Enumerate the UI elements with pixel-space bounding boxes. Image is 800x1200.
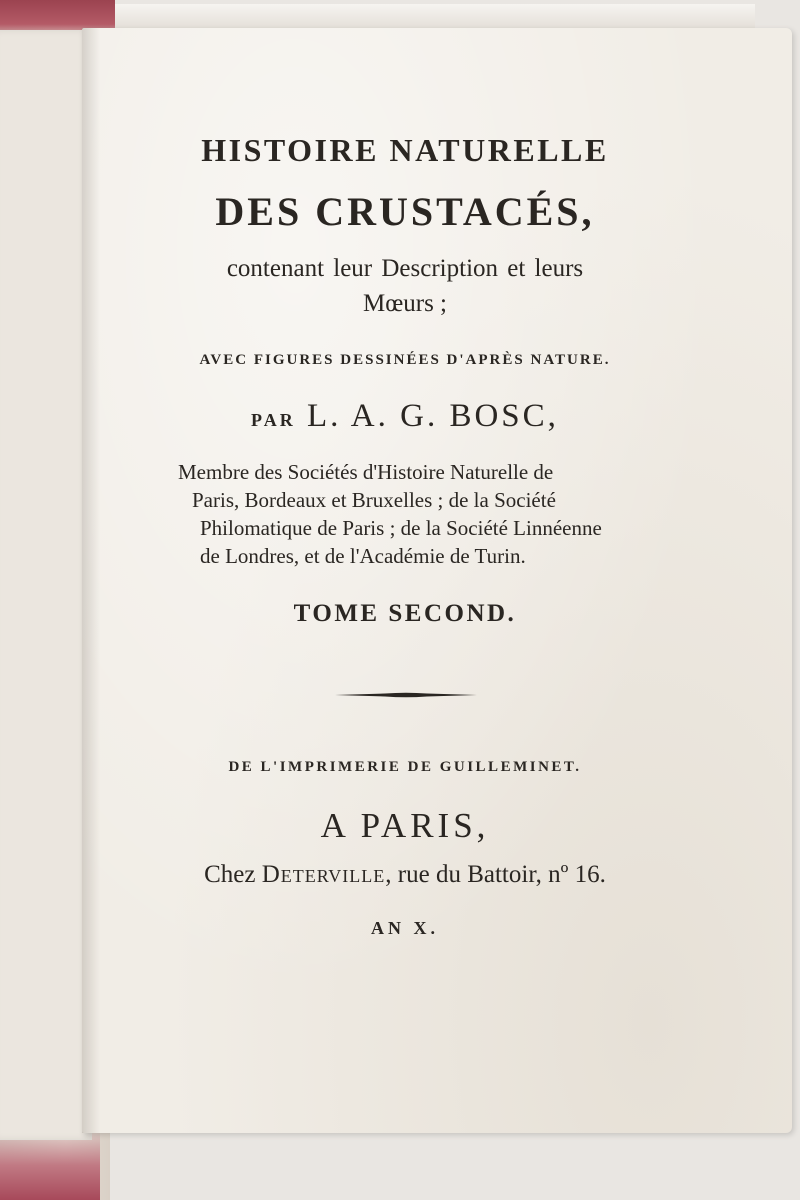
- author-prefix: PAR: [251, 410, 296, 430]
- membership-line: Philomatique de Paris ; de la Société Linnéenne: [200, 516, 602, 540]
- author-name: L. A. G. BOSC,: [306, 398, 559, 434]
- gutter-shadow: [82, 28, 100, 1133]
- subtitle-line-1: contenant leur Description et leurs: [226, 255, 584, 282]
- printer-line: DE L'IMPRIMERIE DE GUILLEMINET.: [228, 759, 582, 775]
- city-line: A PARIS,: [320, 806, 490, 845]
- endpaper: [0, 30, 92, 1140]
- author-line: [100, 398, 710, 435]
- binding-red-bottom: [0, 1130, 100, 1200]
- volume-line: TOME SECOND.: [293, 600, 517, 627]
- publisher-prefix: Chez: [204, 861, 256, 888]
- page-edges: [115, 4, 755, 31]
- subtitle-line-2: Mœurs ;: [362, 290, 448, 317]
- membership-line: de Londres, et de l'Académie de Turin.: [200, 544, 526, 568]
- membership-line: Paris, Bordeaux et Bruxelles ; de la Société: [192, 488, 556, 512]
- membership-block: [178, 458, 648, 570]
- title-line-2: DES CRUSTACÉS,: [215, 189, 595, 234]
- membership-line: Membre des Sociétés d'Histoire Naturelle de: [178, 460, 554, 484]
- publisher-line: [100, 861, 710, 889]
- title-line-1: HISTOIRE NATURELLE: [201, 132, 609, 168]
- year-line: AN X.: [371, 918, 439, 938]
- ornamental-rule: [335, 692, 477, 698]
- publisher-address: , rue du Battoir, nº 16.: [385, 861, 606, 888]
- publisher-name: Deterville: [261, 861, 386, 888]
- figures-line: AVEC FIGURES DESSINÉES D'APRÈS NATURE.: [199, 352, 611, 368]
